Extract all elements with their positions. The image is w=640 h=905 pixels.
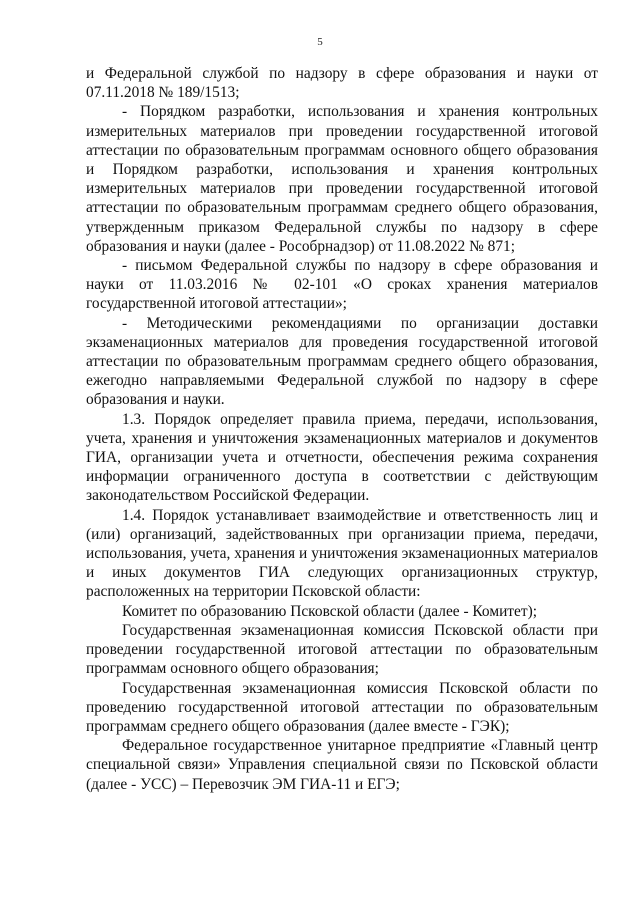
document-body [86, 64, 598, 794]
paragraph-1-3: 1.3. Порядок определяет правила приема, передачи, использования, учета, хранения и уничтожения экзаменационных материалов и документов ГИА, организации учета и отчетности, обеспечения режима сохранения информации ограниченного доступа в соответствии с действующим законодательством Российской Федерации. [86, 410, 598, 505]
structure-item-uss: Федеральное государственное унитарное предприятие «Главный центр специальной связи» Управления специальной связи по Псковской области (далее - УСС) – Перевозчик ЭМ ГИА-11 и ЕГЭ; [86, 737, 598, 793]
list-item-methodical-recommendations: - Методическими рекомендациями по организации доставки экзаменационных материалов для проведения государственной итоговой аттестации по образовательным программам среднего общего образования, ежегодно направляемыми Федеральной службой по надзору в сфере образования и науки. [86, 314, 598, 409]
structure-item-committee: Комитет по образованию Псковской области (далее - Комитет); [122, 602, 537, 620]
structure-item-gek-basic: Государственная экзаменационная комиссия Псковской области при проведении государственной итоговой аттестации по образовательным программам основного общего образования; [86, 621, 598, 678]
paragraph-continuation: и Федеральной службой по надзору в сфере образования и науки от 07.11.2018 № 189/1513; [86, 65, 598, 102]
structure-item-gek-secondary: Государственная экзаменационная комиссия Псковской области по проведению государственной итоговой аттестации по образовательным программам среднего общего образования (далее вместе - ГЭК); [86, 679, 598, 735]
list-item-kim-procedure: - Порядком разработки, использования и хранения контрольных измерительных материалов при проведении государственной итоговой аттестации по образовательным программам основного общего образования и Порядком разработки, использования и хранения контрольных измерительных материалов при проведении государственной итоговой аттестации по образовательным программам среднего общего образования, утвержденным приказом Федеральной службы по надзору в сфере образования и науки (далее - Рособрнадзор) от 11.08.2022 № 871; [86, 103, 598, 255]
list-item-letter-storage: - письмом Федеральной службы по надзору в сфере образования и науки от 11.03.2016 № 02-101 «О сроках хранения материалов государственной итоговой аттестации»; [86, 257, 598, 313]
page-number: 5 [317, 36, 323, 48]
paragraph-1-4: 1.4. Порядок устанавливает взаимодействие и ответственность лиц и (или) организаций, задействованных при организации приема, передачи, использования, учета, хранения и уничтожения экзаменационных материалов и иных документов ГИА следующих организационных структур, расположенных на территории Псковской области: [86, 506, 598, 601]
